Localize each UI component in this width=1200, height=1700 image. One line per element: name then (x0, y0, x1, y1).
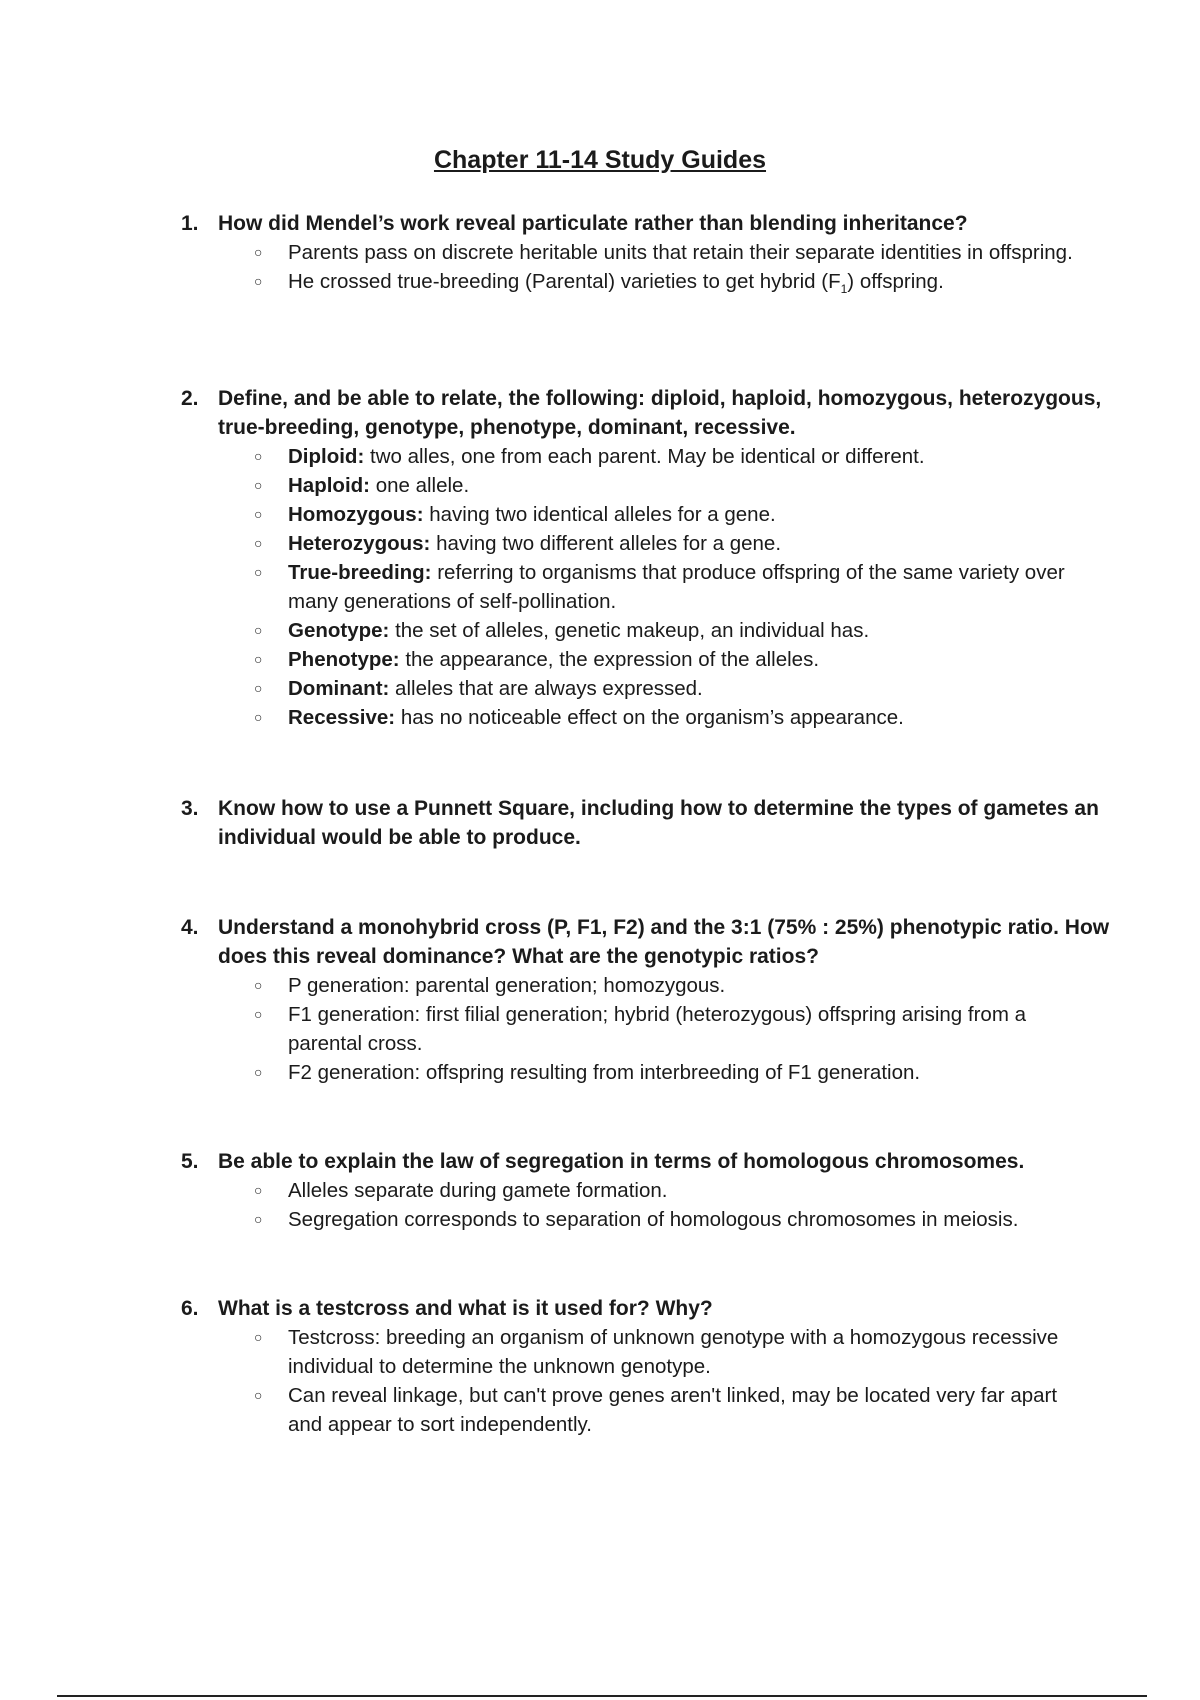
bullet-icon: ○ (254, 506, 263, 522)
list-item (181, 238, 1111, 267)
question-heading (181, 913, 1111, 971)
bullet-icon: ○ (254, 477, 263, 493)
term: Haploid: (288, 474, 370, 497)
question-number: 6. (181, 1297, 199, 1320)
bullet-icon: ○ (254, 1329, 263, 1345)
list-item (181, 1381, 1111, 1439)
list-item (181, 1058, 1111, 1087)
term: True-breeding: (288, 561, 432, 584)
bullet-icon: ○ (254, 1182, 263, 1198)
question-number: 2. (181, 387, 199, 410)
question-heading (181, 384, 1111, 442)
answer-list (181, 1323, 1111, 1439)
definition: the set of alleles, genetic makeup, an individual has. (389, 619, 870, 642)
question-2 (181, 384, 1111, 732)
question-3 (181, 794, 1111, 852)
answer-list (181, 971, 1111, 1087)
question-text: Understand a monohybrid cross (P, F1, F2) and the 3:1 (75% : 25%) phenotypic ratio. How does this reveal dominance? What are the genotypic ratios? (218, 916, 1110, 968)
list-item (181, 1205, 1111, 1234)
question-number: 1. (181, 212, 199, 235)
definition: having two different alleles for a gene. (430, 532, 782, 555)
question-heading (181, 209, 1111, 238)
definition-list (181, 442, 1111, 732)
definition: referring to organisms that produce offspring of the same variety over many generations of self-pollination. (288, 561, 1065, 613)
bullet-icon: ○ (254, 1387, 263, 1403)
question-6 (181, 1294, 1111, 1439)
list-item (181, 674, 1111, 703)
answer-text: F1 generation: first filial generation; hybrid (heterozygous) offspring arising from a parental cross. (288, 1003, 1026, 1055)
term: Diploid: (288, 445, 365, 468)
definition: has no noticeable effect on the organism’s appearance. (395, 706, 904, 729)
answer-text: Alleles separate during gamete formation. (288, 1179, 668, 1202)
question-heading (181, 794, 1111, 852)
bullet-icon: ○ (254, 1064, 263, 1080)
list-item (181, 500, 1111, 529)
definition: two alles, one from each parent. May be identical or different. (364, 445, 925, 468)
list-item (181, 267, 1111, 304)
question-number: 4. (181, 916, 199, 939)
question-1 (181, 209, 1111, 304)
answer-text: Segregation corresponds to separation of homologous chromosomes in meiosis. (288, 1208, 1019, 1231)
bullet-icon: ○ (254, 680, 263, 696)
list-item (181, 616, 1111, 645)
question-text: Define, and be able to relate, the following: diploid, haploid, homozygous, heterozygous, true-breeding, genotype, phenotype, dominant, recessive. (218, 387, 1102, 439)
question-number: 3. (181, 797, 199, 820)
bullet-icon: ○ (254, 273, 263, 289)
list-item (181, 558, 1111, 616)
bullet-icon: ○ (254, 977, 263, 993)
question-heading (181, 1147, 1111, 1176)
bullet-icon: ○ (254, 244, 263, 260)
answer-text: Parents pass on discrete heritable units that retain their separate identities in offspring. (288, 241, 1073, 264)
question-heading (181, 1294, 1111, 1323)
definition: the appearance, the expression of the alleles. (399, 648, 820, 671)
bullet-icon: ○ (254, 1211, 263, 1227)
bullet-icon: ○ (254, 535, 263, 551)
definition: one allele. (370, 474, 470, 497)
list-item (181, 1323, 1111, 1381)
bullet-icon: ○ (254, 448, 263, 464)
term: Dominant: (288, 677, 390, 700)
term: Phenotype: (288, 648, 400, 671)
subscript: 1 (840, 282, 848, 297)
bullet-icon: ○ (254, 564, 263, 580)
answer-text: F2 generation: offspring resulting from interbreeding of F1 generation. (288, 1061, 921, 1084)
bullet-icon: ○ (254, 709, 263, 725)
term: Homozygous: (288, 503, 424, 526)
question-5 (181, 1147, 1111, 1234)
list-item (181, 703, 1111, 732)
answer-text: He crossed true-breeding (Parental) varieties to get hybrid $(F_1)$ offspring. (288, 270, 944, 297)
term: Recessive: (288, 706, 396, 729)
question-text: Know how to use a Punnett Square, including how to determine the types of gametes an individual would be able to produce. (218, 797, 1099, 849)
list-item (181, 1176, 1111, 1205)
list-item (181, 529, 1111, 558)
answer-text: P generation: parental generation; homozygous. (288, 974, 726, 997)
question-text: Be able to explain the law of segregation in terms of homologous chromosomes. (218, 1150, 1025, 1173)
term: Heterozygous: (288, 532, 431, 555)
list-item (181, 442, 1111, 471)
answer-list (181, 238, 1111, 304)
definition: having two identical alleles for a gene. (423, 503, 776, 526)
question-text: How did Mendel’s work reveal particulate rather than blending inheritance? (218, 212, 968, 235)
list-item (181, 645, 1111, 674)
list-item (181, 1000, 1111, 1058)
bullet-icon: ○ (254, 651, 263, 667)
question-4 (181, 913, 1111, 1087)
page-title: Chapter 11-14 Study Guides (433, 146, 767, 174)
term: Genotype: (288, 619, 390, 642)
list-item (181, 971, 1111, 1000)
question-text: What is a testcross and what is it used for? Why? (218, 1297, 713, 1320)
answer-text: Can reveal linkage, but can't prove genes aren't linked, may be located very far apart and appear to sort independently. (288, 1384, 1058, 1436)
answer-text: Testcross: breeding an organism of unknown genotype with a homozygous recessive individual to determine the unknown genotype. (288, 1326, 1059, 1378)
list-item (181, 471, 1111, 500)
answer-list (181, 1176, 1111, 1234)
question-number: 5. (181, 1150, 199, 1173)
footer-divider (57, 1695, 1147, 1697)
bullet-icon: ○ (254, 1006, 263, 1022)
bullet-icon: ○ (254, 622, 263, 638)
definition: alleles that are always expressed. (389, 677, 703, 700)
